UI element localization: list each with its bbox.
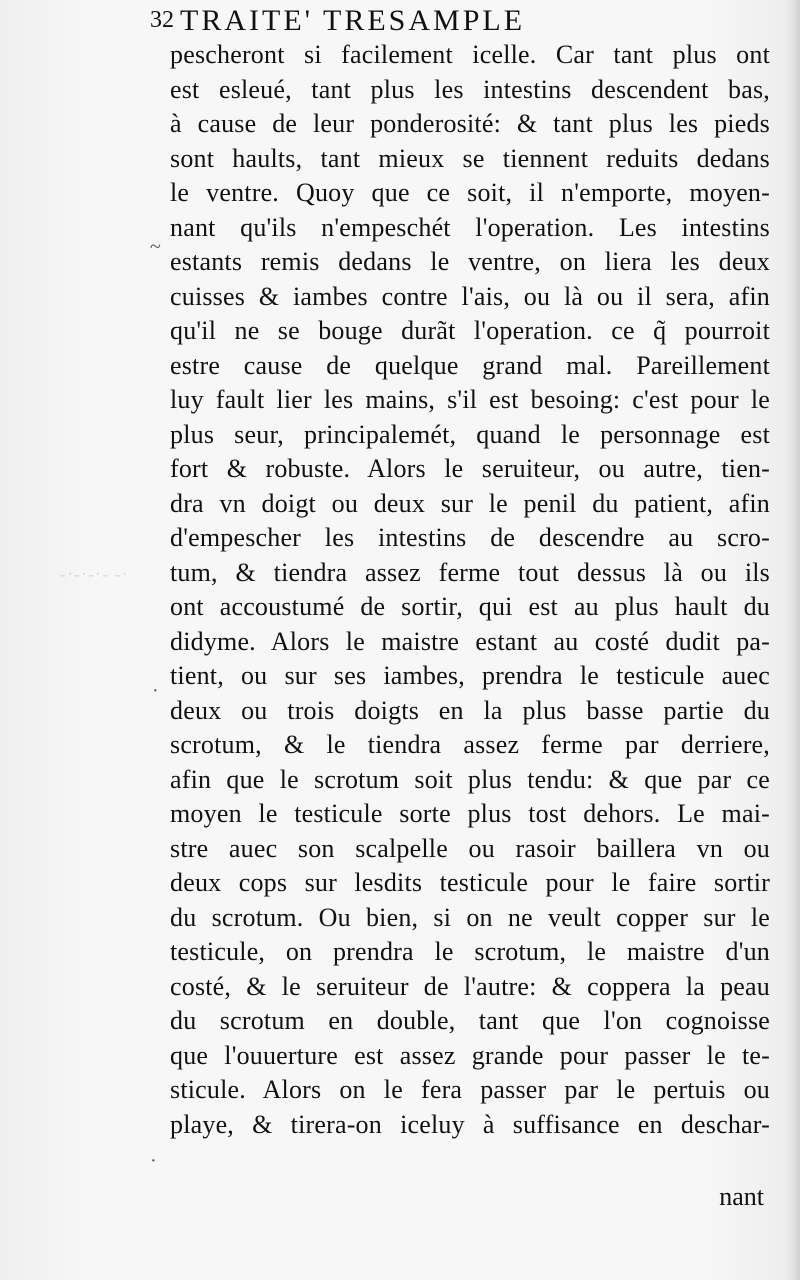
margin-mark-dot: ·: [150, 1150, 157, 1172]
text-line: deux cops sur lesdits testicule pour le faire sortir: [170, 868, 770, 897]
text-line: testicule, on prendra le scrotum, le maistre d'un: [170, 937, 770, 966]
text-line: sont haults, tant mieux se tiennent reduits dedans: [170, 143, 770, 173]
text-line: que l'ouuerture est assez grande pour passer le te-: [170, 1040, 770, 1070]
text-line: scrotum, & le tiendra assez ferme par derriere,: [170, 730, 770, 759]
text-line: moyen le testicule sorte plus tost dehors. Le mai-: [170, 799, 770, 828]
text-line: tum, & tiendra assez ferme tout dessus là ou ils: [170, 557, 770, 587]
text-line: estre cause de quelque grand mal. Pareillement: [170, 350, 770, 380]
text-line: du scrotum. Ou bien, si on ne veult copper sur le: [170, 902, 770, 932]
text-line: didyme. Alors le maistre estant au costé dudit pa-: [170, 626, 770, 656]
text-line: plus seur, principalemét, quand le personnage est: [170, 419, 770, 449]
page-header: [150, 2, 770, 40]
page-gutter-shadow: [784, 0, 800, 1280]
text-line: nant qu'ils n'empeschét l'operation. Les intestins: [170, 212, 770, 242]
text-line: stre auec son scalpelle ou rasoir baillera vn ou: [170, 833, 770, 863]
text-line: qu'il ne se bouge durãt l'operation. ce q̃ pourroit: [170, 316, 770, 345]
text-line: à cause de leur ponderosité: & tant plus les pieds: [170, 109, 770, 138]
text-line: playe, & tirera-on iceluy à suffisance en deschar-: [170, 1109, 770, 1139]
text-line: tient, ou sur ses iambes, prendra le testicule auec: [170, 661, 770, 690]
body-text: [170, 38, 770, 1142]
text-line: pescheront si facilement icelle. Car tant plus ont: [170, 40, 770, 69]
catchword: nant: [719, 1182, 764, 1211]
text-line: estants remis dedans le ventre, on liera les deux: [170, 247, 770, 276]
text-line: du scrotum en double, tant que l'on cognoisse: [170, 1006, 770, 1035]
text-line: le ventre. Quoy que ce soit, il n'emporte, moyen-: [170, 178, 770, 207]
text-line: costé, & le seruiteur de l'autre: & coppera la peau: [170, 971, 770, 1001]
text-line: luy fault lier les mains, s'il est besoing: c'est pour le: [170, 385, 770, 414]
page-number: 32: [150, 7, 174, 33]
ink-show-through: -·-·-·- -·: [60, 564, 129, 584]
text-line: dra vn doigt ou deux sur le penil du patient, afin: [170, 488, 770, 518]
text-line: d'empescher les intestins de descendre au scro-: [170, 523, 770, 552]
margin-mark-dot: ·: [152, 680, 159, 702]
text-line: est esleué, tant plus les intestins descendent bas,: [170, 74, 770, 104]
text-line: cuisses & iambes contre l'ais, ou là ou il sera, afin: [170, 281, 770, 311]
text-line: ont accoustumé de sortir, qui est au plus hault du: [170, 592, 770, 621]
text-line: fort & robuste. Alors le seruiteur, ou autre, tien-: [170, 454, 770, 483]
margin-mark-dash: ~: [150, 236, 161, 258]
text-line: afin que le scrotum soit plus tendu: & que par ce: [170, 764, 770, 794]
text-line: sticule. Alors on le fera passer par le pertuis ou: [170, 1075, 770, 1104]
text-line: deux ou trois doigts en la plus basse partie du: [170, 695, 770, 725]
running-head: TRAITE' TRESAMPLE: [180, 4, 526, 37]
